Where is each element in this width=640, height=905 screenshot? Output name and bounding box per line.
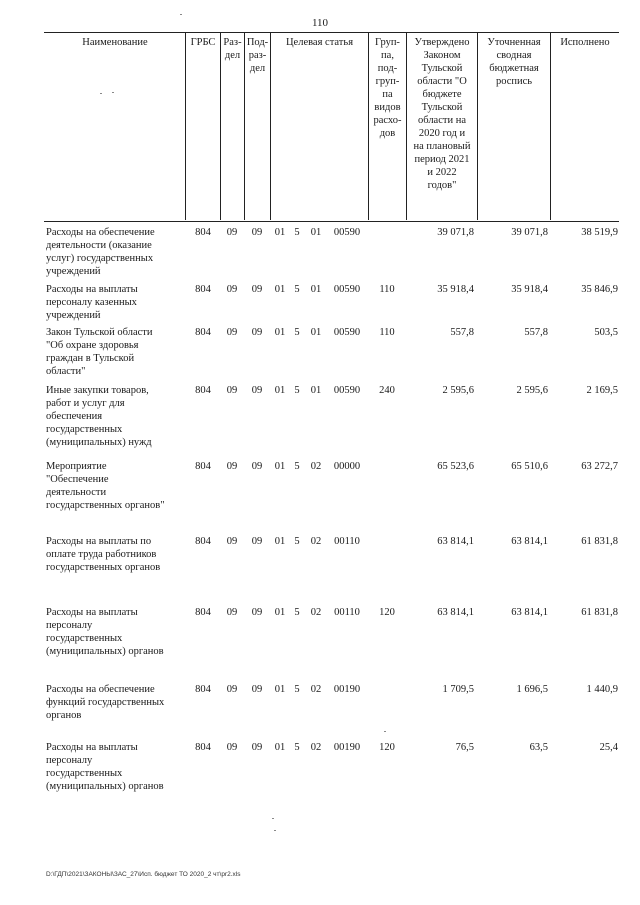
row-grbs: 804 [195,607,211,618]
row-razdel: 09 [226,607,238,618]
row-refined: 65 510,6 [511,461,548,472]
row-executed: 61 831,8 [581,536,618,547]
row-podrazdel: 09 [251,284,263,295]
row-approved: 65 523,6 [437,461,474,472]
scan-speck [274,830,276,831]
file-path-footer: D:\ГДП\2021\ЗАКОНЫ\ЗАС_27\Исп. бюджет ТО 2020_2 чт\pr2.xls [46,871,241,878]
row-grbs: 804 [195,327,211,338]
row-grbs: 804 [195,536,211,547]
row-name: Иные закупки товаров, работ и услуг для обеспечения государственных (муниципальных) нужд [46,385,152,448]
row-approved: 63 814,1 [437,607,474,618]
scan-speck [100,93,102,94]
row-name: Расходы на выплаты персоналу государственных (муниципальных) органов [46,742,164,792]
row-approved: 76,5 [455,742,474,753]
row-target-subprogram: 5 [294,536,300,547]
row-refined: 39 071,8 [511,227,548,238]
row-target-program: 01 [274,742,286,753]
row-target-direction: 00590 [333,327,361,338]
header-podrazdel: Под- раз- дел [246,37,269,74]
row-executed: 38 519,9 [581,227,618,238]
row-name: Мероприятие "Обеспечение деятельности государственных органов" [46,461,165,511]
row-target-direction: 00000 [333,461,361,472]
row-razdel: 09 [226,227,238,238]
row-refined: 557,8 [524,327,548,338]
row-target-subprogram: 5 [294,284,300,295]
row-target-direction: 00590 [333,284,361,295]
row-target-event: 02 [310,461,322,472]
row-target-subprogram: 5 [294,461,300,472]
row-target-direction: 00110 [334,536,360,547]
row-expense-type: 120 [379,742,395,753]
row-target-event: 02 [310,536,322,547]
row-podrazdel: 09 [251,607,263,618]
row-refined: 63 814,1 [511,536,548,547]
row-grbs: 804 [195,385,211,396]
row-executed: 25,4 [599,742,618,753]
row-target-program: 01 [274,284,286,295]
column-divider [185,32,186,220]
row-podrazdel: 09 [251,742,263,753]
row-target-event: 02 [310,684,322,695]
row-target-event: 01 [310,327,322,338]
page-number: 110 [311,17,329,29]
row-podrazdel: 09 [251,461,263,472]
row-target-program: 01 [274,536,286,547]
row-podrazdel: 09 [251,684,263,695]
row-target-subprogram: 5 [294,227,300,238]
row-grbs: 804 [195,227,211,238]
row-grbs: 804 [195,742,211,753]
row-grbs: 804 [195,284,211,295]
header-name: Наименование [82,37,148,48]
row-target-subprogram: 5 [294,742,300,753]
row-podrazdel: 09 [251,327,263,338]
row-executed: 503,5 [594,327,618,338]
row-name: Расходы на выплаты персоналу государственных (муниципальных) органов [46,607,164,657]
row-target-program: 01 [274,327,286,338]
row-name: Расходы на выплаты по оплате труда работников государственных органов [46,536,161,573]
row-executed: 61 831,8 [581,607,618,618]
row-razdel: 09 [226,684,238,695]
row-target-direction: 00190 [333,684,361,695]
row-approved: 35 918,4 [437,284,474,295]
row-target-program: 01 [274,385,286,396]
row-executed: 2 169,5 [586,385,618,396]
row-grbs: 804 [195,684,211,695]
scan-speck [384,731,386,732]
row-expense-type: 110 [379,284,395,295]
row-executed: 63 272,7 [581,461,618,472]
row-refined: 63,5 [529,742,548,753]
row-target-subprogram: 5 [294,607,300,618]
row-approved: 557,8 [450,327,474,338]
header-grbs: ГРБС [190,37,216,48]
row-podrazdel: 09 [251,227,263,238]
row-name: Расходы на обеспечение функций государственных органов [46,684,165,721]
row-grbs: 804 [195,461,211,472]
row-target-program: 01 [274,607,286,618]
row-target-program: 01 [274,461,286,472]
row-razdel: 09 [226,536,238,547]
row-approved: 1 709,5 [442,684,474,695]
header-approved: Утверждено Законом Тульской области "О бюджете Тульской области на 2020 год и на плановый период 2021 и 2022 годов" [413,37,471,191]
row-target-event: 02 [310,742,322,753]
column-divider [270,32,271,220]
row-target-program: 01 [274,684,286,695]
row-razdel: 09 [226,327,238,338]
header-refined: Уточненная сводная бюджетная роспись [487,37,541,87]
row-razdel: 09 [226,284,238,295]
row-approved: 2 595,6 [442,385,474,396]
scan-speck [180,14,182,15]
row-refined: 1 696,5 [516,684,548,695]
row-target-event: 02 [310,607,322,618]
scan-speck [272,818,274,819]
row-target-program: 01 [274,227,286,238]
header-executed: Исполнено [560,37,610,48]
row-target-subprogram: 5 [294,385,300,396]
row-target-direction: 00590 [333,227,361,238]
row-target-subprogram: 5 [294,327,300,338]
header-target: Целевая статья [285,37,354,48]
column-divider [550,32,551,220]
row-executed: 35 846,9 [581,284,618,295]
row-target-event: 01 [310,284,322,295]
row-target-direction: 00590 [333,385,361,396]
row-approved: 63 814,1 [437,536,474,547]
row-razdel: 09 [226,385,238,396]
row-name: Расходы на обеспечение деятельности (оказание услуг) государственных учреждений [46,227,155,277]
header-group: Груп- па, под- груп- па видов расхо- дов [373,37,402,139]
row-podrazdel: 09 [251,536,263,547]
row-refined: 63 814,1 [511,607,548,618]
scan-speck [112,92,114,93]
row-razdel: 09 [226,461,238,472]
row-razdel: 09 [226,742,238,753]
row-target-event: 01 [310,385,322,396]
row-approved: 39 071,8 [437,227,474,238]
row-refined: 2 595,6 [516,385,548,396]
row-podrazdel: 09 [251,385,263,396]
row-refined: 35 918,4 [511,284,548,295]
row-target-direction: 00110 [334,607,360,618]
row-expense-type: 240 [379,385,395,396]
row-target-subprogram: 5 [294,684,300,695]
row-target-direction: 00190 [333,742,361,753]
header-razdel: Раз- дел [223,37,242,61]
row-expense-type: 110 [379,327,395,338]
row-executed: 1 440,9 [586,684,618,695]
row-expense-type: 120 [379,607,395,618]
row-name: Закон Тульской области "Об охране здоровья граждан в Тульской области" [46,327,153,377]
row-target-event: 01 [310,227,322,238]
row-name: Расходы на выплаты персоналу казенных учреждений [46,284,138,321]
